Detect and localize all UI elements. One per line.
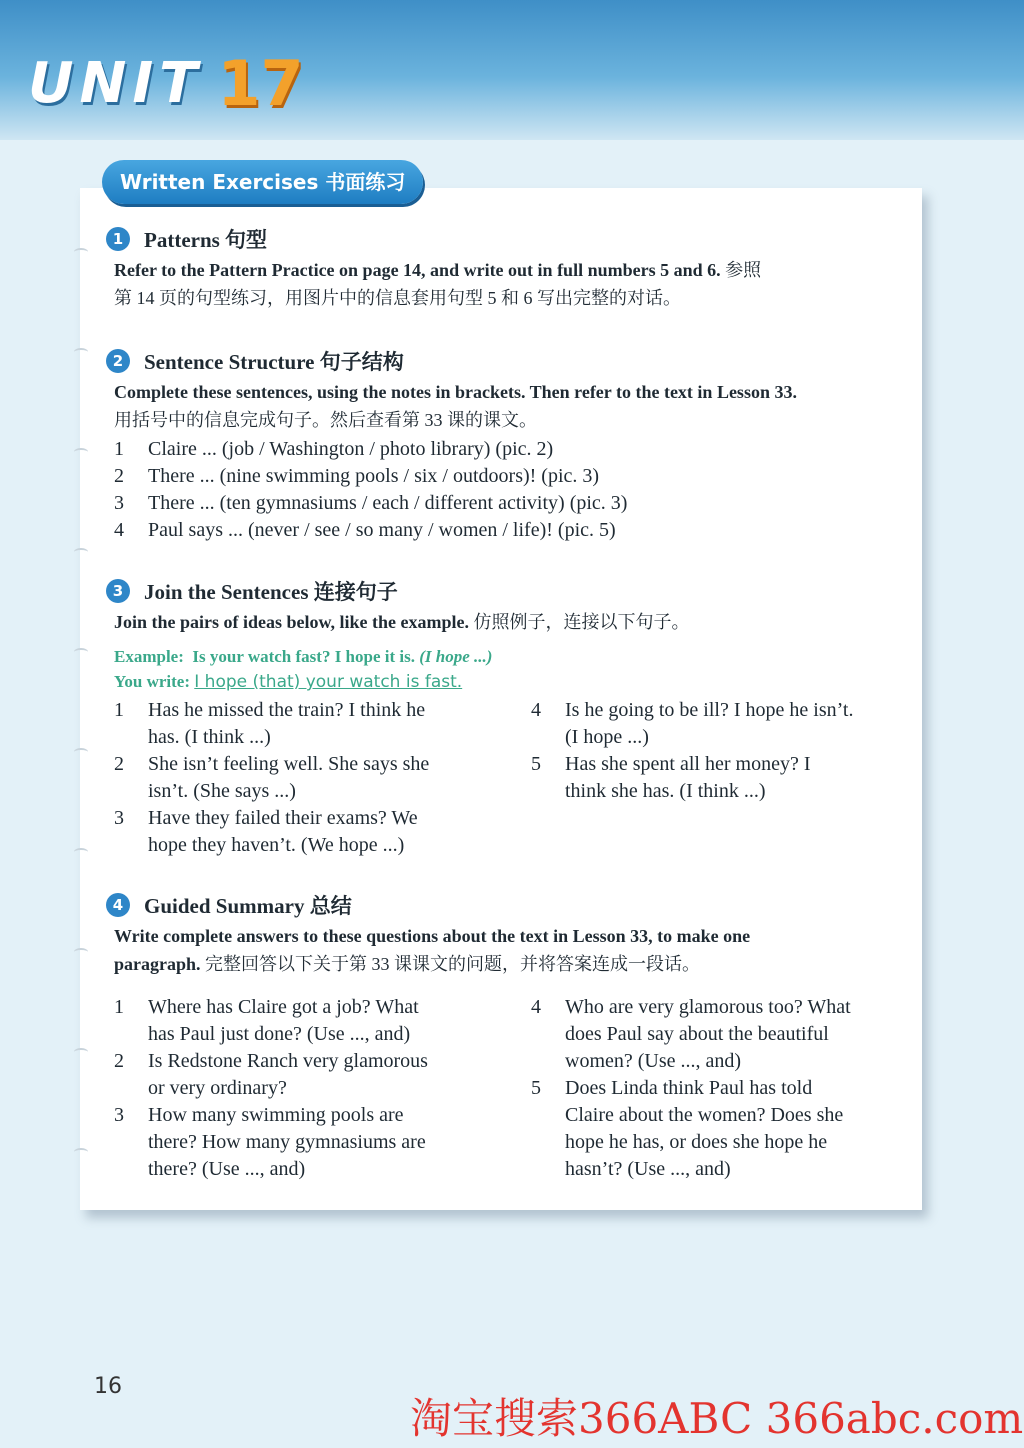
list-item — [114, 697, 531, 751]
item-number: 1 — [114, 438, 124, 460]
binder-hole-icon — [74, 748, 88, 756]
item-line: there? How many gymnasiums are — [148, 1131, 426, 1153]
binder-holes — [74, 188, 88, 1210]
list-item — [114, 1048, 531, 1102]
item-line: Has she spent all her money? I — [565, 753, 811, 775]
item-line: How many swimming pools are — [148, 1104, 404, 1126]
item-line: Is Redstone Ranch very glamorous — [148, 1050, 428, 1072]
item-line: Claire about the women? Does she — [565, 1104, 844, 1126]
list-item — [531, 994, 907, 1075]
section-number-badge: 1 — [106, 227, 130, 251]
item-line: think she has. (I think ...) — [565, 780, 766, 802]
list-item — [114, 805, 531, 859]
item-line: Has he missed the train? I think he — [148, 699, 426, 721]
section-number-badge: 3 — [106, 579, 130, 603]
written-exercises-tab: Written Exercises 书面练习 — [102, 160, 423, 204]
list-item — [114, 490, 906, 517]
write-label: You write: — [114, 672, 191, 691]
section-heading — [106, 346, 906, 376]
item-line: Where has Claire got a job? What — [148, 996, 419, 1018]
item-text: Claire ... (job / Washington / photo library) (pic. 2) — [148, 438, 554, 460]
section-title: Sentence Structure 句子结构 — [144, 350, 404, 374]
binder-hole-icon — [74, 948, 88, 956]
section-instruction — [114, 256, 906, 312]
item-number: 4 — [114, 519, 124, 541]
item-number: 4 — [531, 699, 541, 721]
section-heading — [106, 576, 906, 606]
section-title: Join the Sentences 连接句子 — [144, 580, 398, 604]
item-number: 1 — [114, 996, 124, 1018]
instruction-en: Complete these sentences, using the notes in brackets. Then refer to the text in Lesson 33. — [114, 382, 797, 402]
item-line: Is he going to be ill? I hope he isn’t. — [565, 699, 854, 721]
section-heading — [106, 224, 906, 254]
item-number: 3 — [114, 807, 124, 829]
list-item — [114, 994, 531, 1048]
binder-hole-icon — [74, 1148, 88, 1156]
right-column — [531, 994, 907, 1183]
section-number-badge: 4 — [106, 893, 130, 917]
item-line: does Paul say about the beautiful — [565, 1023, 829, 1045]
instruction-cn: 完整回答以下关于第 33 课课文的问题，并将答案连成一段话。 — [205, 954, 701, 974]
item-line: hope they haven’t. (We hope ...) — [148, 834, 405, 856]
item-number: 5 — [531, 753, 541, 775]
exercise-list — [114, 436, 906, 544]
binder-hole-icon — [74, 548, 88, 556]
list-item — [114, 436, 906, 463]
item-line: She isn’t feeling well. She says she — [148, 753, 430, 775]
section-join-sentences — [106, 576, 906, 859]
section-guided-summary — [106, 890, 906, 1183]
item-text: There ... (ten gymnasiums / each / different activity) (pic. 3) — [148, 492, 628, 514]
item-line: hope he has, or does she hope he — [565, 1131, 828, 1153]
binder-hole-icon — [74, 248, 88, 256]
section-title: Guided Summary 总结 — [144, 894, 352, 918]
handwritten-answer: I hope (that) your watch is fast. — [194, 672, 463, 692]
item-line: (I hope ...) — [565, 726, 649, 748]
item-line: hasn’t? (Use ..., and) — [565, 1158, 731, 1180]
list-item — [114, 463, 906, 490]
unit-number: 17 — [217, 47, 304, 120]
instruction-en: Write complete answers to these questions about the text in Lesson 33, to make one — [114, 926, 751, 946]
item-line: Who are very glamorous too? What — [565, 996, 851, 1018]
section-patterns — [106, 224, 906, 312]
two-column-list — [114, 994, 906, 1183]
item-line: Have they failed their exams? We — [148, 807, 418, 829]
section-instruction — [114, 922, 906, 978]
item-line: has. (I think ...) — [148, 726, 271, 748]
section-heading — [106, 890, 906, 920]
section-instruction — [114, 608, 906, 636]
binder-hole-icon — [74, 448, 88, 456]
list-item — [531, 1075, 907, 1183]
instruction-cn: 参照 — [725, 260, 762, 280]
binder-hole-icon — [74, 848, 88, 856]
list-item — [114, 1102, 531, 1183]
instruction-en: Refer to the Pattern Practice on page 14, and write out in full numbers 5 and 6. — [114, 260, 721, 280]
item-number: 2 — [114, 753, 124, 775]
example-hint: (I hope ...) — [419, 647, 493, 666]
two-column-list — [114, 697, 906, 859]
instruction-en: Join the pairs of ideas below, like the example. — [114, 612, 469, 632]
item-line: women? (Use ..., and) — [565, 1050, 742, 1072]
instruction-en-line2: paragraph. — [114, 954, 201, 974]
binder-hole-icon — [74, 348, 88, 356]
section-sentence-structure — [106, 346, 906, 544]
example-label: Example: — [114, 647, 184, 666]
page-number: 16 — [94, 1374, 122, 1399]
example-block — [114, 644, 906, 695]
item-text: Paul says ... (never / see / so many / women / life)! (pic. 5) — [148, 519, 616, 541]
example-text: Is your watch fast? I hope it is. — [192, 647, 415, 666]
binder-hole-icon — [74, 648, 88, 656]
item-line: Does Linda think Paul has told — [565, 1077, 813, 1099]
item-number: 1 — [114, 699, 124, 721]
item-number: 4 — [531, 996, 541, 1018]
item-line: there? (Use ..., and) — [148, 1158, 306, 1180]
watermark: 淘宝搜索366ABC 366abc.com — [410, 1394, 1024, 1443]
section-number-badge: 2 — [106, 349, 130, 373]
list-item — [531, 751, 907, 805]
instruction-cn: 用括号中的信息完成句子。然后查看第 33 课的课文。 — [114, 410, 537, 430]
item-number: 3 — [114, 1104, 124, 1126]
instruction-cn-line2: 第 14 页的句型练习，用图片中的信息套用句型 5 和 6 写出完整的对话。 — [114, 288, 681, 308]
left-column — [114, 994, 531, 1183]
list-item — [114, 751, 531, 805]
unit-title — [28, 46, 304, 120]
item-number: 2 — [114, 1050, 124, 1072]
item-number: 2 — [114, 465, 124, 487]
item-number: 5 — [531, 1077, 541, 1099]
item-line: or very ordinary? — [148, 1077, 287, 1099]
section-instruction — [114, 378, 906, 434]
binder-hole-icon — [74, 1048, 88, 1056]
item-line: has Paul just done? (Use ..., and) — [148, 1023, 411, 1045]
list-item — [531, 697, 907, 751]
section-title: Patterns 句型 — [144, 228, 268, 252]
left-column — [114, 697, 531, 859]
item-text: There ... (nine swimming pools / six / outdoors)! (pic. 3) — [148, 465, 600, 487]
right-column — [531, 697, 907, 859]
unit-word: UNIT — [28, 51, 204, 116]
list-item — [114, 517, 906, 544]
instruction-cn: 仿照例子，连接以下句子。 — [473, 612, 690, 632]
item-line: isn’t. (She says ...) — [148, 780, 296, 802]
item-number: 3 — [114, 492, 124, 514]
